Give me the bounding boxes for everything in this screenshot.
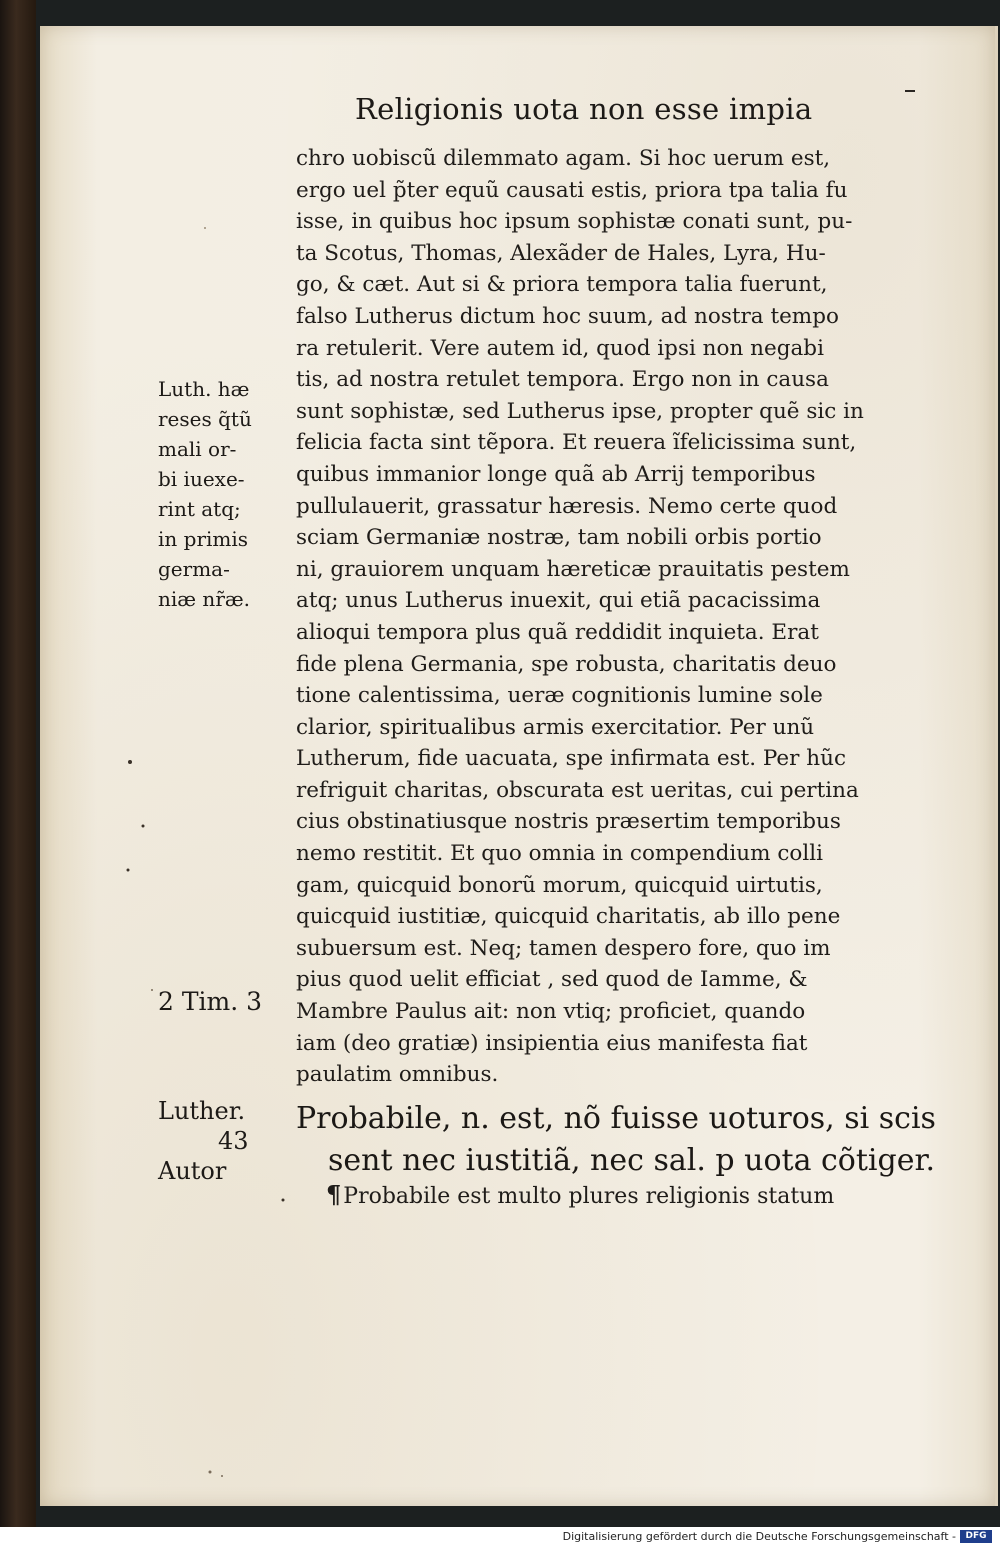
- marginal-line: in primis: [158, 527, 249, 551]
- marginal-line: niæ nr̃æ.: [158, 587, 251, 611]
- text-line: gam, quicquid bonorũ morum, quicquid uirtutis,: [296, 872, 823, 898]
- footer-credit: Digitalisierung gefördert durch die Deutsche Forschungsgemeinschaft -: [562, 1530, 956, 1543]
- text-line: sunt sophistæ, sed Lutherus ipse, propter quẽ sic in: [296, 398, 864, 424]
- text-line: fide plena Germania, spe robusta, charitatis deuo: [296, 651, 837, 677]
- marginal-line: Autor: [158, 1157, 227, 1185]
- marginal-line: rint atq;: [158, 497, 241, 521]
- marginal-note-luther-43: [158, 1096, 249, 1186]
- text-line: ni, grauiorem unquam hæreticæ prauitatis pestem: [296, 556, 850, 582]
- marginal-line: mali or-: [158, 437, 237, 461]
- paragraph-start: [326, 1180, 926, 1209]
- text-line: cius obstinatiusque nostris præsertim temporibus: [296, 809, 841, 835]
- text-line: Mambre Paulus ait: non vtiq; proficiet, quando: [296, 999, 806, 1025]
- text-line: refriguit charitas, obscurata est ueritas, cui pertina: [296, 777, 859, 803]
- pilcrow-mark: ¶: [326, 1180, 342, 1209]
- text-line: atq; unus Lutherus inuexit, qui etiã pacacissima: [296, 588, 821, 614]
- text-line: chro uobiscũ dilemmato agam. Si hoc uerum est,: [296, 146, 831, 171]
- head-mark: [905, 90, 915, 92]
- text-line: subuersum est. Neq; tamen despero fore, quo im: [296, 935, 831, 961]
- marginal-line: 43: [218, 1127, 249, 1155]
- book-spine: [0, 0, 36, 1527]
- section-heading-line-2: sent nec iustitiã, nec sal. p uota cõtiger.: [328, 1143, 936, 1178]
- marginal-note-timothy-ref: [158, 986, 262, 1018]
- text-line: ta Scotus, Thomas, Alexãder de Hales, Lyra, Hu-: [296, 240, 826, 266]
- text-line: quicquid iustitiæ, quicquid charitatis, ab illo pene: [296, 904, 841, 930]
- running-head: Religionis uota non esse impia: [355, 92, 813, 126]
- text-line: isse, in quibus hoc ipsum sophistæ conati sunt, pu-: [296, 209, 853, 235]
- paragraph-start-text: Probabile est multo plures religionis statum: [343, 1184, 835, 1209]
- section-heading-line-1: Probabile, n. est, nõ fuisse uoturos, si scis: [296, 1101, 936, 1136]
- text-line: pullulauerit, grassatur hæresis. Nemo certe quod: [296, 493, 838, 519]
- text-line: ergo uel p̃ter equũ causati estis, priora tpa talia fu: [296, 177, 848, 203]
- text-line: sciam Germaniæ nostræ, tam nobili orbis portio: [296, 525, 822, 551]
- text-line: nemo restitit. Et quo omnia in compendium colli: [296, 841, 823, 867]
- text-line: tis, ad nostra retulet tempora. Ergo non in causa: [296, 367, 829, 393]
- marginal-line: 2 Tim. 3: [158, 987, 263, 1016]
- marginal-note-luther-heresies: [158, 374, 252, 614]
- marginal-line: bi iuexe-: [158, 467, 245, 491]
- text-line: alioqui tempora plus quã reddidit inquieta. Erat: [296, 619, 819, 645]
- text-line: ra retulerit. Vere autem id, quod ipsi non negabi: [296, 335, 824, 361]
- text-line: paulatim omnibus.: [296, 1062, 499, 1088]
- text-line: quibus immanior longe quã ab Arrij temporibus: [296, 461, 816, 487]
- marginal-line: Luther.: [158, 1097, 246, 1125]
- text-line: pius quod uelit efficiat , sed quod de Iamme, &: [296, 967, 808, 993]
- text-line: felicia facta sint tẽpora. Et reuera ĩfelicissima sunt,: [296, 430, 857, 456]
- text-line: go, & cæt. Aut si & priora tempora talia fuerunt,: [296, 272, 828, 298]
- text-line: tione calentissima, ueræ cognitionis lumine sole: [296, 683, 823, 709]
- text-line: falso Lutherus dictum hoc suum, ad nostra tempo: [296, 303, 839, 329]
- dfg-logo: DFG: [960, 1530, 992, 1543]
- text-line: iam (deo gratiæ) insipientia eius manifesta fiat: [296, 1030, 808, 1056]
- text-line: Lutherum, fide uacuata, spe infirmata est. Per hũc: [296, 746, 847, 772]
- text-line: clarior, spiritualibus armis exercitatior. Per unũ: [296, 714, 815, 740]
- main-text-block: [296, 143, 921, 1091]
- marginal-line: Luth. hæ: [158, 377, 250, 401]
- marginal-line: reses q̃tũ: [158, 407, 252, 431]
- marginal-line: germa-: [158, 557, 230, 581]
- section-heading: [296, 1098, 936, 1182]
